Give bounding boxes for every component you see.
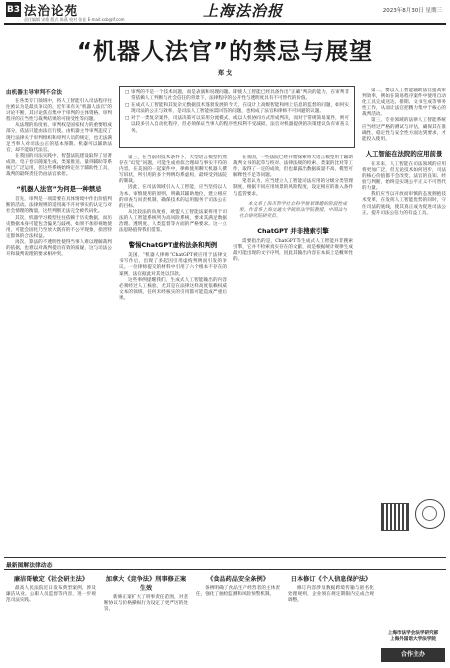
brief-title: 加拿大《竞争法》刑事修正案生效: [105, 576, 187, 592]
paragraph: 需要指出的是，ChatGPT等生成式人工智能并非搜索引擎，它并不检索真实存在的文献，而是根据统计规律生成最可能出现的文字序列，因此其输出内容在本质上是概率性的。: [233, 238, 353, 263]
article-byline: 郑 戈: [217, 70, 233, 77]
brief-item: [6, 574, 96, 662]
cosponsor-list: [381, 631, 445, 643]
band-rule-mid: [4, 569, 446, 570]
staff-credits: 责任编辑 宋歌 版式 陈燕 校对 张佳 E-mail:xsb@lf.com: [24, 17, 125, 22]
brief-title: 日本修订《个人信息保护法》: [290, 576, 372, 583]
paragraph: 因此，在司法领域引入人工智能，应当坚持以人为本、审慎使用的原则，明确其辅助地位，建立相应的审查与问责机制，确保技术的运用服务于司法公正的目标。: [119, 185, 227, 209]
seal-icon: [415, 499, 445, 529]
article-abstract-box: [119, 86, 355, 148]
paragraph: 美国，“机器人律师”ChatGPT被应用于法律文书写作后，出现了多起因引用虚构判例而引发的争议。一位律师提交的材料中引用了六个根本不存在的案例，法官据此对其处以罚款。: [119, 253, 227, 277]
page-number-badge: B3: [6, 2, 21, 17]
section-subhead: 人工智能在法院的应用前景: [365, 149, 443, 158]
section-subhead: 警惕ChatGPT虚构法条和判例: [128, 241, 218, 250]
brief-item: [104, 574, 188, 662]
issue-date: 2023年8月30日 星期三: [382, 8, 442, 14]
article-column-4: [362, 88, 446, 493]
article-headline: “机器人法官”的禁忌与展望: [76, 39, 374, 65]
bullet-icon: □: [125, 103, 130, 109]
column-lead-title: 由机器主导审判不合法: [6, 90, 62, 96]
brief-text: 新修正案扩大了刑事责任范围，对垄断协议与价格操纵行为设定了更严厉的处罚。: [104, 595, 188, 613]
brief-item: [196, 574, 280, 662]
paragraph: 其次，机器学习模型往往依赖于历史数据，而历史数据本身可能包含偏见与歧视，如果不加审视地使用，可能会固化乃至放大既有的不公平现象，损害特定群体的合法权益。: [6, 215, 112, 239]
paragraph: 再次，算法的不透明性使得当事人难以理解裁判的依据，也难以对裁判提出有效的质疑，这与司法公开和裁判说理的要求相冲突。: [6, 239, 112, 258]
brief-text: 修订内容涉及数据跨境传输与匿名化处理规则，企业须在规定期限内完成合规调整。: [288, 586, 374, 604]
paragraph: 在我国的司法实践中，智慧法院建设取得了显著成效，电子卷宗随案生成、类案推送、量刑辅助等系统已广泛运用，但这些系统始终定位于辅助性工具，裁判的最终责任仍由法官承担。: [6, 153, 112, 178]
newspaper-logo: 上海法治报: [203, 2, 284, 20]
brief-title: 《食品药品安全条例》: [207, 576, 269, 583]
article-column-3: [233, 155, 353, 498]
abstract-item: □ 在成式人工智能和其复杂元数据技术蓬勃发展的今天，在设计上高级智能和网上信息的监督的问题，如何实现司法的公正与效率，是司法人工智能亟需回答的问题，也构成了法官和律师不可回避的议题。: [125, 103, 349, 115]
masthead-rule: [4, 23, 446, 25]
band-rule-top: [4, 557, 446, 558]
abstract-item: □ 审判的不是一个技术问题，而是表演和说理问题。即使人工智能已经具备作出“正确”判决的能力，在审判非常依赖人工判断与社会信任的背景下，法律程序的公开性与透明度具有不可替代的价值。: [125, 90, 349, 102]
section-title: 法治论苑: [24, 3, 79, 18]
brief-item: [288, 574, 374, 662]
brief-band-label: 最新图解法律动态: [6, 563, 53, 569]
article-column-2: [119, 155, 227, 498]
cosponsor-badge: 合作主办: [381, 648, 445, 662]
qr-code-and-seal: [381, 497, 447, 553]
cosponsor-name: 上海外国语大学法学院: [390, 637, 436, 642]
bullet-icon: □: [125, 116, 130, 122]
brief-title: 廉洁哥敏定《社会研主法》: [13, 576, 89, 583]
paragraph: 第二，要以人工智能辅助法官提高审判效率，例如在简易程序案件中使用自动化工具完成送达、排期、文书生成等事务性工作，从而让法官把精力集中于核心的裁判活动。: [362, 88, 446, 118]
paragraph: 我们应当以开放而审慎的态度拥抱技术变革，在发挥人工智能优势的同时，守住司法的底线，使其真正成为促进司法公正、提升司法公信力的有益工具。: [362, 192, 446, 216]
author-note: 本文系上海市哲学社会科学规划课题的阶段性成果。作者系上海交通大学凯原法学院教授，中国法与社会研究院研究员。: [239, 201, 347, 219]
paragraph: 笔者认为，应当建立人工智能司法应用的分级分类管理制度，根据不同应用场景的风险程度，设定相应的准入条件与监管要求。: [233, 179, 353, 197]
paragraph: 在各类专门领域中，将人工智能引入司法程序往往被认为是最具争议的。近年来有关“机器人法官”的讨论不断，其讨论焦点集中于审判的主体资格、审判程序的正当性与裁判结果的可接受性等问题。: [6, 99, 112, 123]
qr-code-icon: [381, 503, 409, 531]
paragraph: 从法理的角度看，审判权是国家权力的重要组成部分，依法只能由法官行使。由机器主导审判违反了现行法律关于审判组织和审判人员的规定，也无法满足当事人对司法公正的基本预期。机器可以辅助法官，却不能取代法官。: [6, 123, 112, 153]
paragraph: 这些事例提醒我们，生成式人工智能输出的内容必须经过人工核验，尤其是在法律这样高度依赖权威文本的领域，任何未经核实的引用都可能造成严重后果。: [119, 277, 227, 301]
brief-text: 条例明确了食品生产经营者的主体责任，强化了抽检监测和风险预警机制。: [196, 586, 280, 598]
section-subhead: ChatGPT 并非搜索引擎: [257, 226, 329, 235]
paragraph: 首先，审判是一项需要在具体情境中作出价值判断的活动。法律规则的适用离不开对事实的认定与对社会情理的衡量，这些判断无法完全被代码化。: [6, 197, 112, 215]
section-subhead: “机器人法官”为何是一种禁忌: [16, 185, 102, 194]
paragraph: 第三，在当前的技术条件下，大型语言模型仍然存在“幻觉”问题，可能生成看似合理却与事实不符的内容。在美国的一起案件中，律师使用聊天机器人撰写诉状，所引用的多个判例均系虚构，最终受到法院的制裁。: [119, 155, 227, 185]
cosponsor-name: 上海市法学会法学研究部: [387, 631, 439, 636]
paragraph: 在我国，一些法院已经开始探索将大语言模型用于辅助裁判文书的起草与校对、法律法规的检索、类案的比对等工作，取得了一定的成效，但也暴露出数据质量不高、模型可解释性不足等问题。: [233, 155, 353, 179]
brief-text: 最高人民法院近日发布典型案例，涉及廉洁从业、公职人员监督等内容，进一步规范司法实践。: [6, 586, 96, 604]
paragraph: 从比较法的角度看，欧盟人工智能法案将用于司法的人工智能系统列为高风险系统，要求其满足数据治理、透明度、人类监督等方面的严格要求。这一立法思路值得我们借鉴。: [119, 209, 227, 234]
masthead: [0, 0, 450, 24]
abstract-item: □ 对于一类复杂案件，司法决策可以采用分流模式，或以人机协同方式形成判决，而对于常规简易案件，则可以较多引入自动化程序，但必须保证当事人的程序性权利不受减损，法官对机器提供的决策建议负有审查义务。: [125, 116, 349, 134]
bullet-icon: □: [125, 90, 130, 95]
article-column-1: [6, 88, 112, 498]
paragraph: 第三，专业领域的法律人工智能系统应当经过严格的测试与评估，确保其在准确性、稳定性与安全性方面达到要求，才能投入使用。: [362, 118, 446, 142]
paragraph: 在未来，人工智能在司法领域的应用将更加广泛，但无论技术如何进步，司法的核心价值都不会改变。法官的良知、经验与判断，始终是实现公平正义不可替代的力量。: [362, 161, 446, 192]
